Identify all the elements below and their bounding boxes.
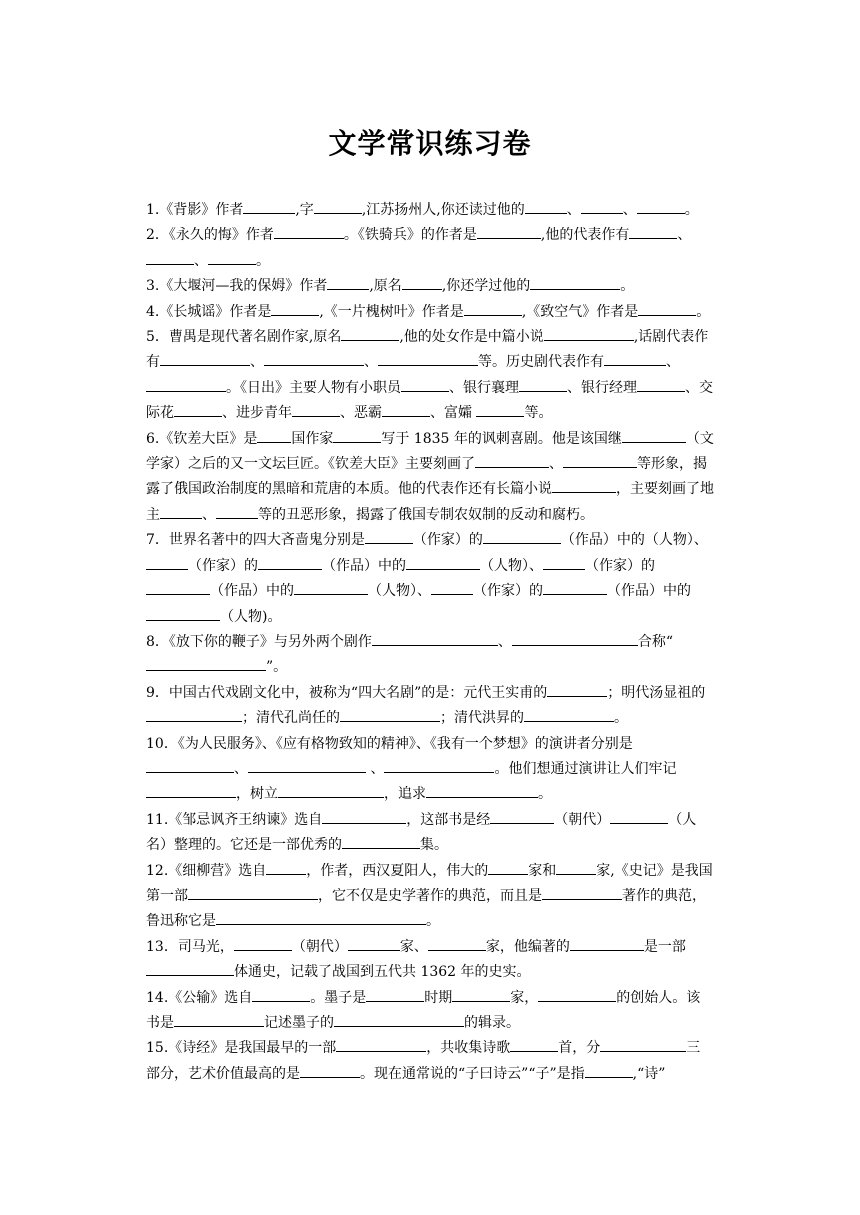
question-text: 12.《细柳营》选自: [146, 862, 267, 879]
answer-blank[interactable]: [406, 554, 480, 570]
question-text: 。: [620, 278, 635, 295]
answer-blank[interactable]: [342, 833, 420, 849]
question-text: 、: [234, 760, 248, 777]
answer-blank[interactable]: [146, 376, 226, 392]
answer-blank[interactable]: [556, 859, 596, 875]
answer-blank[interactable]: [525, 198, 567, 214]
answer-blank[interactable]: [216, 909, 426, 925]
answer-blank[interactable]: [581, 198, 623, 214]
question-text: 15.《诗经》是我国最早的一部: [146, 1040, 337, 1057]
question-item: [146, 630, 714, 681]
answer-blank[interactable]: [334, 1011, 464, 1027]
question-text: 11.《邹忌讽齐王纳谏》选自: [146, 811, 323, 828]
answer-blank[interactable]: [510, 1036, 558, 1052]
question-text: 1.《背影》作者: [146, 202, 244, 218]
question-text: 、: [366, 760, 385, 777]
answer-blank[interactable]: [340, 706, 440, 722]
question-text: ,他的处女作是中篇小说: [399, 329, 544, 346]
answer-blank[interactable]: [490, 808, 554, 824]
question-text: ，主要刻画了地主: [146, 481, 714, 523]
answer-blank[interactable]: [538, 986, 616, 1002]
question-text: （作家）的: [188, 557, 258, 574]
question-text: 体通史，记载了战国到五代共 1362 年的史实。: [234, 964, 531, 981]
answer-blank[interactable]: [512, 630, 638, 646]
answer-blank[interactable]: [348, 935, 400, 951]
question-text: （人物）、: [480, 557, 543, 574]
answer-blank[interactable]: [252, 986, 310, 1002]
answer-blank[interactable]: [475, 452, 549, 468]
answer-blank[interactable]: [476, 401, 524, 417]
answer-blank[interactable]: [570, 935, 644, 951]
answer-blank[interactable]: [257, 427, 291, 443]
question-text: ,《致空气》作者是: [521, 303, 639, 320]
answer-blank[interactable]: [322, 808, 406, 824]
question-text: ,你还学过他的: [441, 278, 531, 295]
answer-blank[interactable]: [378, 350, 478, 366]
answer-blank[interactable]: [336, 1036, 426, 1052]
question-text: 合称“: [637, 633, 674, 650]
question-item: [146, 198, 714, 223]
answer-blank[interactable]: [146, 249, 194, 265]
question-text: ,《一片槐树叶》作者是: [319, 303, 464, 320]
answer-blank[interactable]: [294, 579, 368, 595]
answer-blank[interactable]: [543, 579, 607, 595]
question-text: 8．《放下你的鞭子》与另外两个剧作: [146, 633, 372, 650]
question-item: [146, 986, 714, 1037]
question-text: ；清代孔尚任的: [242, 710, 340, 727]
answer-blank[interactable]: [524, 706, 614, 722]
answer-blank[interactable]: [274, 223, 344, 239]
question-text: ,他的代表作有: [540, 227, 630, 244]
question-text: 时期: [424, 989, 453, 1006]
question-text: 家、: [399, 938, 428, 955]
question-text: 9．中国古代戏剧文化中，被称为“四大名剧”的是：元代王实甫的: [146, 684, 548, 701]
answer-blank[interactable]: [365, 528, 413, 544]
question-text: 。: [538, 786, 552, 803]
question-item: [146, 427, 714, 529]
answer-blank[interactable]: [402, 274, 442, 290]
question-text: 、: [497, 633, 512, 650]
question-text: 、进步青年: [222, 405, 292, 422]
answer-blank[interactable]: [266, 859, 306, 875]
answer-blank[interactable]: [146, 960, 234, 976]
question-text: ,江苏扬州人,你还读过他的: [361, 202, 525, 218]
answer-blank[interactable]: [341, 325, 399, 341]
answer-blank[interactable]: [637, 376, 685, 392]
question-text: 家，: [510, 989, 539, 1006]
question-item: [146, 681, 714, 732]
question-text: 、恶霸: [340, 405, 382, 422]
answer-blank[interactable]: [248, 757, 366, 773]
answer-blank[interactable]: [160, 350, 250, 366]
answer-blank[interactable]: [483, 528, 561, 544]
answer-blank[interactable]: [327, 274, 369, 290]
question-text: 、: [549, 456, 563, 473]
question-text: 2．《永久的悔》作者: [146, 227, 274, 244]
question-item: [146, 732, 714, 808]
question-text: （人物)。: [220, 608, 282, 625]
question-text: （朝代）: [554, 811, 611, 828]
question-text: ；明代汤显祖的: [607, 684, 706, 701]
answer-blank[interactable]: [488, 859, 528, 875]
question-text: （作品）中的: [607, 583, 691, 600]
question-text: （作家）的: [585, 557, 655, 574]
answer-blank[interactable]: [519, 376, 567, 392]
question-text: ，树立: [236, 786, 278, 803]
question-text: 家和: [528, 862, 557, 879]
question-item: [146, 325, 714, 427]
question-text: 。《日出》主要人物有小职员: [226, 379, 401, 396]
answer-blank[interactable]: [278, 782, 384, 798]
answer-blank[interactable]: [544, 325, 634, 341]
question-text: 10．《为人民服务》、《应有格物致知的精神》、《我有一个梦想》的演讲者分别是: [146, 735, 633, 752]
question-text: 。: [426, 913, 440, 930]
question-text: 、银行经理: [567, 379, 637, 396]
answer-blank[interactable]: [637, 198, 685, 214]
answer-blank[interactable]: [146, 554, 188, 570]
question-text: 著作的典范，鲁迅称它是: [146, 887, 706, 930]
question-text: 国作家: [291, 430, 334, 447]
question-text: ，这部书是经: [406, 811, 491, 828]
question-text: 是一部: [643, 938, 686, 955]
answer-blank[interactable]: [300, 1062, 360, 1078]
answer-blank[interactable]: [292, 401, 340, 417]
answer-blank[interactable]: [382, 401, 430, 417]
answer-blank[interactable]: [243, 198, 295, 214]
question-item: [146, 300, 714, 325]
question-text: 集。: [420, 837, 448, 854]
question-text: 首，分: [558, 1040, 601, 1057]
question-text: 。墨子是: [310, 989, 367, 1006]
question-text: （作品）中的: [322, 557, 406, 574]
answer-blank[interactable]: [600, 1036, 686, 1052]
answer-blank[interactable]: [552, 477, 616, 493]
question-item: [146, 528, 714, 630]
question-text: 家,《史记》是我国第一部: [146, 862, 713, 904]
question-text: 、: [622, 202, 637, 218]
answer-blank[interactable]: [464, 300, 522, 316]
answer-blank[interactable]: [188, 884, 318, 900]
question-text: 、: [250, 354, 264, 371]
answer-blank[interactable]: [208, 249, 256, 265]
answer-blank[interactable]: [146, 579, 210, 595]
question-item: [146, 935, 714, 986]
question-text: （作品）中的: [210, 583, 294, 600]
answer-blank[interactable]: [146, 706, 242, 722]
question-text: 。现在通常说的“子曰诗云”“子”是指: [360, 1065, 585, 1082]
question-text: （作品）中的（人物）、: [560, 532, 708, 549]
question-text: 、: [364, 354, 378, 371]
question-text: ，共收集诗歌: [426, 1040, 511, 1057]
question-text: 三部分，艺术价值最高的是: [146, 1040, 701, 1082]
question-text: 写于 1835 年的讽刺喜剧。他是该国继: [381, 430, 622, 447]
question-text: 3.《大堰河—我的保姆》作者: [146, 278, 328, 295]
answer-blank[interactable]: [543, 554, 585, 570]
question-text: 等。历史剧代表作有: [478, 354, 604, 371]
question-text: 等的丑恶形象，揭露了俄国专制农奴制的反动和腐朽。: [258, 506, 594, 523]
question-text: 、富孀: [430, 405, 477, 422]
answer-blank[interactable]: [160, 503, 202, 519]
question-text: 13．司马光，: [146, 938, 234, 955]
question-text: 家，他编著的: [485, 938, 570, 955]
question-text: ,话剧代表作有: [146, 329, 709, 371]
answer-blank[interactable]: [333, 427, 381, 443]
question-text: ，它不仅是史学著作的典范，而且是: [318, 887, 542, 904]
question-item: [146, 223, 714, 274]
question-text: （作家）的: [473, 583, 543, 600]
question-text: 。: [614, 710, 628, 727]
question-text: ,原名: [369, 278, 402, 295]
answer-blank[interactable]: [401, 376, 449, 392]
answer-blank[interactable]: [547, 681, 607, 697]
question-text: ”。: [266, 659, 288, 676]
question-text: 、银行襄理: [449, 379, 519, 396]
question-text: 、交际花: [146, 379, 713, 422]
page-title: 文学常识练习卷: [328, 127, 532, 160]
answer-blank[interactable]: [146, 655, 266, 671]
question-text: 。《铁骑兵》的作者是: [343, 227, 477, 244]
answer-blank[interactable]: [431, 579, 473, 595]
answer-blank[interactable]: [629, 223, 677, 239]
answer-blank[interactable]: [216, 503, 258, 519]
question-list: [146, 198, 714, 1087]
question-text: 记述墨子的: [264, 1015, 334, 1031]
question-item: [146, 859, 714, 935]
question-text: 。他们想通过演讲让人们牢记: [494, 760, 677, 777]
question-item: [146, 274, 714, 299]
answer-blank[interactable]: [258, 554, 322, 570]
question-text: 的辑录。: [464, 1015, 520, 1031]
answer-blank[interactable]: [610, 808, 668, 824]
answer-blank[interactable]: [384, 757, 494, 773]
answer-blank[interactable]: [622, 427, 686, 443]
question-text: ,字: [295, 202, 314, 218]
answer-blank[interactable]: [234, 935, 292, 951]
answer-blank[interactable]: [264, 350, 364, 366]
answer-blank[interactable]: [271, 300, 319, 316]
answer-blank[interactable]: [146, 757, 234, 773]
question-text: 、: [666, 354, 680, 371]
question-text: ，追求: [384, 786, 426, 803]
answer-blank[interactable]: [585, 1062, 633, 1078]
answer-blank[interactable]: [452, 986, 510, 1002]
question-text: 、: [202, 506, 216, 523]
question-text: 、: [566, 202, 581, 218]
answer-blank[interactable]: [366, 986, 424, 1002]
question-text: （文学家）之后的又一文坛巨匠。《钦差大臣》主要刻画了: [146, 430, 714, 473]
answer-blank[interactable]: [428, 935, 486, 951]
question-text: （朝代）: [291, 938, 348, 955]
question-text: （作家）的: [412, 532, 483, 549]
question-text: 。: [696, 303, 711, 320]
question-text: 7．世界名著中的四大吝啬鬼分别是: [146, 532, 365, 549]
question-text: 、: [677, 227, 692, 244]
question-text: 14.《公输》选自: [146, 989, 253, 1006]
answer-blank[interactable]: [563, 452, 637, 468]
question-text: （人名）整理的。它还是一部优秀的: [146, 811, 697, 854]
question-text: 。: [684, 202, 699, 218]
question-item: [146, 1036, 714, 1087]
answer-blank[interactable]: [426, 782, 538, 798]
question-text: 的创始人。该书是: [146, 989, 701, 1031]
answer-blank[interactable]: [530, 274, 620, 290]
question-text: 等。: [524, 405, 553, 422]
question-text: 、: [194, 252, 208, 269]
question-text: 等形象，揭露了俄国政治制度的黑暗和荒唐的本质。他的代表作还有长篇小说: [146, 456, 707, 498]
answer-blank[interactable]: [174, 401, 222, 417]
question-text: 4.《长城谣》作者是: [146, 303, 272, 320]
answer-blank[interactable]: [146, 605, 220, 621]
question-text: ；清代洪昇的: [440, 710, 524, 727]
question-text: ，作者，西汉夏阳人，伟大的: [306, 862, 489, 879]
answer-blank[interactable]: [314, 198, 362, 214]
question-text: 5．曹禺是现代著名剧作家,原名: [146, 329, 342, 346]
answer-blank[interactable]: [604, 350, 666, 366]
question-item: [146, 808, 714, 859]
question-text: 。: [256, 252, 270, 269]
question-text: ,“诗”: [632, 1065, 666, 1082]
answer-blank[interactable]: [542, 884, 622, 900]
question-text: （人物）、: [368, 583, 431, 600]
question-text: 6.《钦差大臣》是: [146, 430, 258, 447]
answer-blank[interactable]: [477, 223, 541, 239]
answer-blank[interactable]: [638, 300, 696, 316]
answer-blank[interactable]: [146, 782, 236, 798]
answer-blank[interactable]: [174, 1011, 264, 1027]
answer-blank[interactable]: [372, 630, 498, 646]
